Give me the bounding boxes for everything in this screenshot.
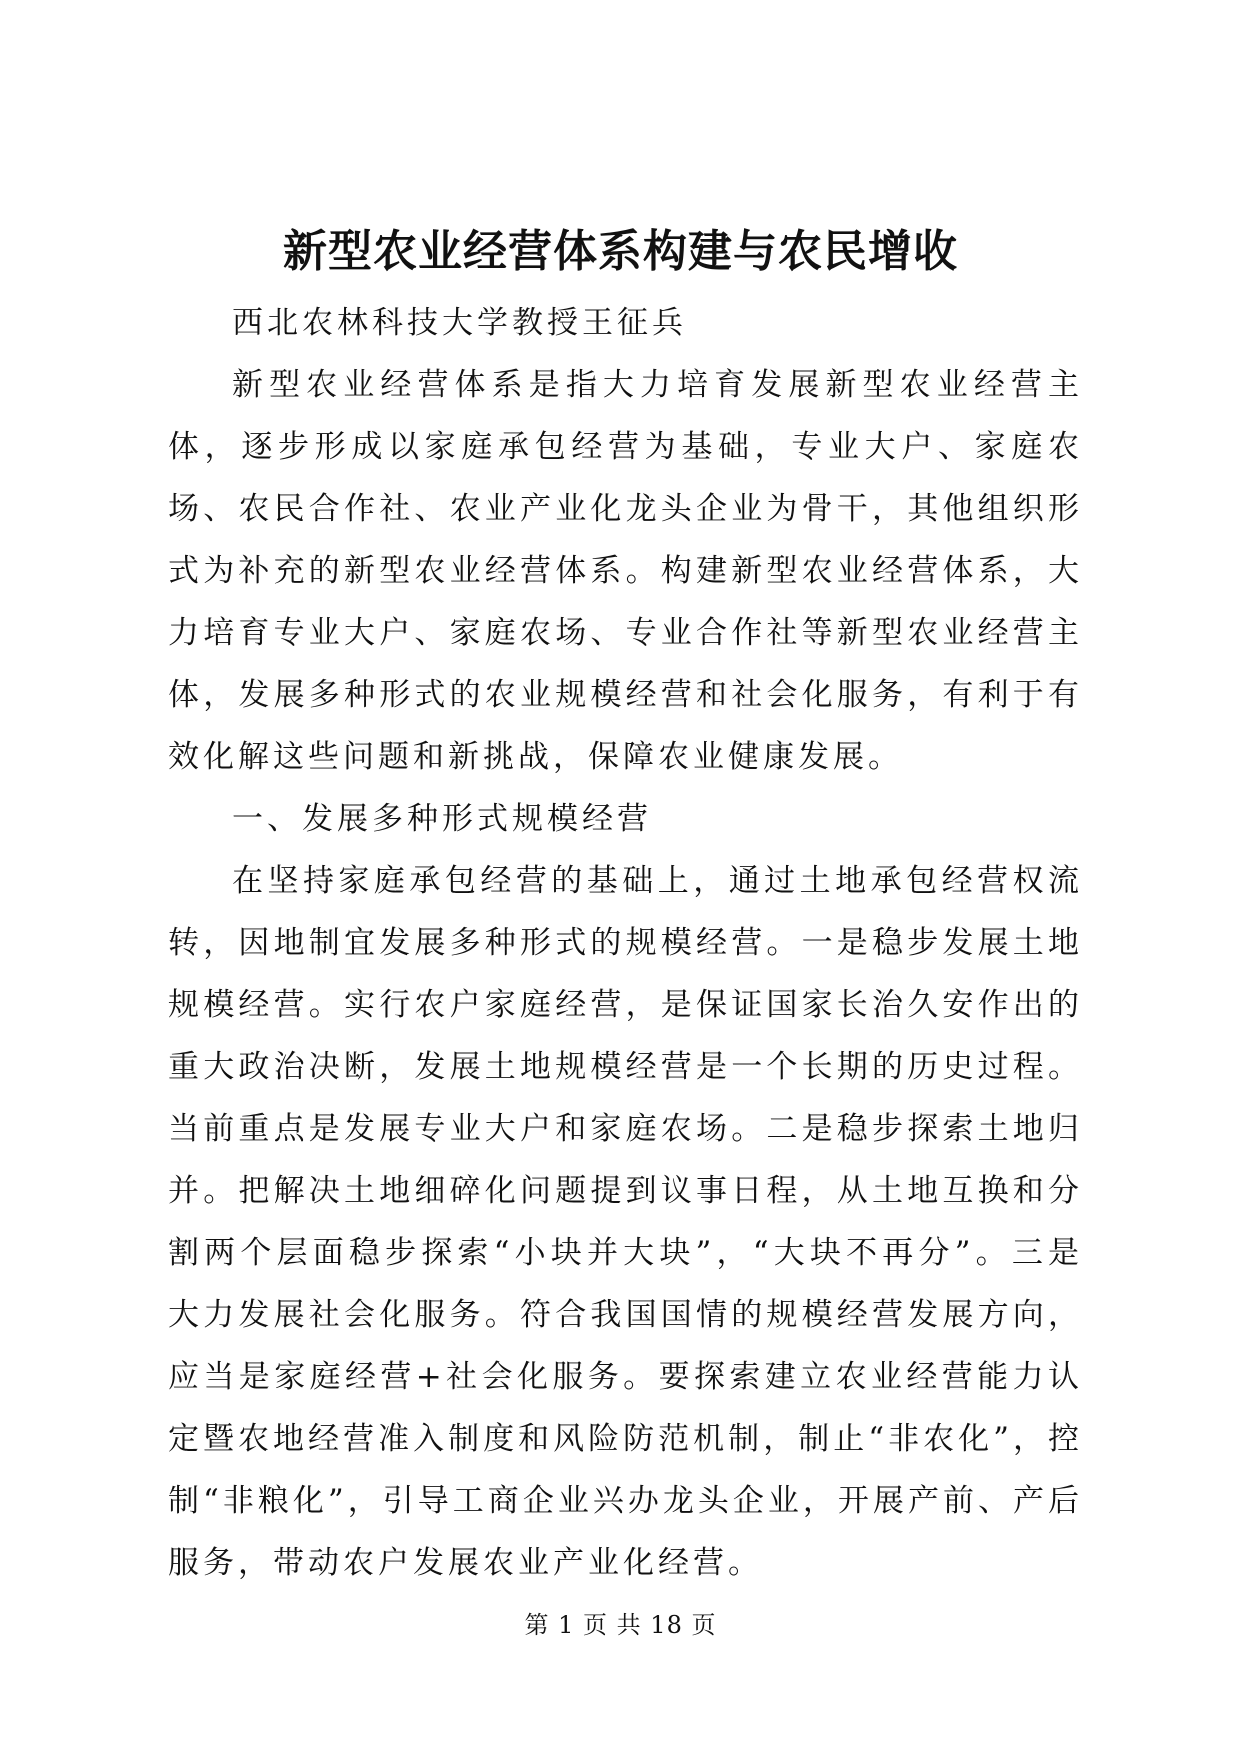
paragraph-intro: 新型农业经营体系是指大力培育发展新型农业经营主体，逐步形成以家庭承包经营为基础，专业大户、家庭农场、农民合作社、农业产业化龙头企业为骨干，其他组织形式为补充的新型农业经营体系。构建新型农业经营体系，大力培育专业大户、家庭农场、专业合作社等新型农业经营主体，发展多种形式的农业规模经营和社会化服务，有利于有效化解这些问题和新挑战，保障农业健康发展。: [168, 367, 1083, 775]
section-heading: 一、发展多种形式规模经营: [232, 801, 652, 837]
document-title: 新型农业经营体系构建与农民增收: [283, 226, 958, 277]
author-line: 西北农林科技大学教授王征兵: [232, 305, 687, 341]
paragraph-section-one: 在坚持家庭承包经营的基础上，通过土地承包经营权流转，因地制宜发展多种形式的规模经营。一是稳步发展土地规模经营。实行农户家庭经营，是保证国家长治久安作出的重大政治决断，发展土地规模经营是一个长期的历史过程。当前重点是发展专业大户和家庭农场。二是稳步探索土地归并。把解决土地细碎化问题提到议事日程，从土地互换和分割两个层面稳步探索“小块并大块”，“大块不再分”。三是大力发展社会化服务。符合我国国情的规模经营发展方向，应当是家庭经营+社会化服务。要探索建立农业经营能力认定暨农地经营准入制度和风险防范机制，制止“非农化”，控制“非粮化”，引导工商企业兴办龙头企业，开展产前、产后服务，带动农户发展农业产业化经营。: [168, 863, 1083, 1581]
page-footer: 第 1 页 共 18 页: [524, 1611, 717, 1639]
document-body: [168, 292, 1083, 1594]
